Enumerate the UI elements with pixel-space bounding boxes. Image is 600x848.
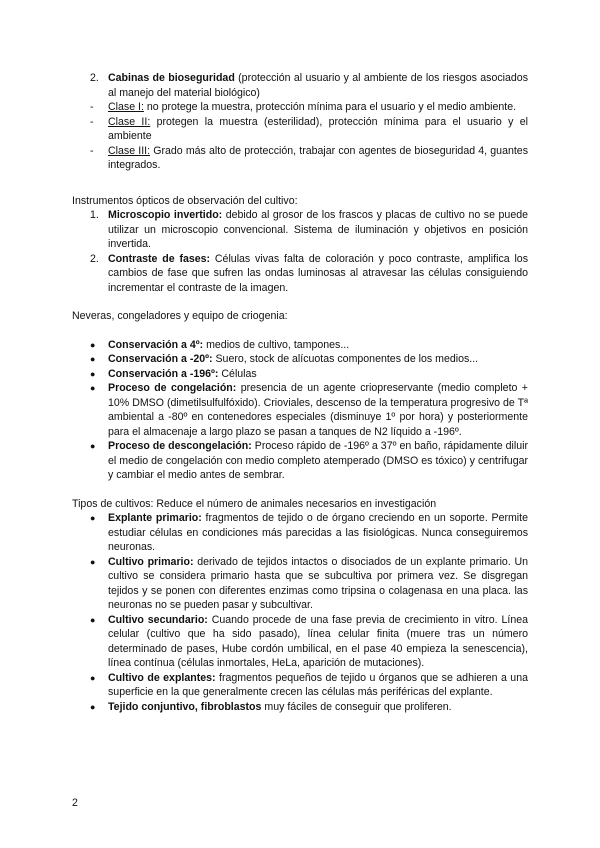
bullet-icon: ● xyxy=(90,383,96,393)
page-content xyxy=(72,71,528,714)
class-text: no protege la muestra, protección mínima para el usuario y el medio ambiente. xyxy=(143,101,517,113)
bullet-icon: ● xyxy=(90,672,96,683)
item-text: fragmentos de tejido o de órgano creciendo en un soporte. Permite estudiar células en condiciones más parecidas a las fisiológicas. Nunca conseguiremos neuronas. xyxy=(108,512,528,553)
item-text: Cuando procede de una fase previa de crecimiento in vitro. Línea celular (cultivo que ha sido pasado), línea celular finita (muere tras un número determinado de pases, Hube cordón umbilical, en el pase 40 empieza la senescencia), línea contínua (células inmortales, HeLa, aparición de mutaciones). xyxy=(108,613,529,669)
item-text: (protección al usuario y al ambiente de los riesgos asociados al manejo del material biológico) xyxy=(108,72,528,99)
item-text: medios de cultivo, tampones... xyxy=(203,338,350,351)
page-number: 2 xyxy=(72,797,78,809)
bullet-item-congelacion xyxy=(72,381,528,439)
bullet-item-4c xyxy=(72,338,528,353)
bullet-item-explante-primario xyxy=(72,511,528,555)
bullet-item-descongelacion xyxy=(72,439,528,483)
spacer xyxy=(72,173,528,187)
bullet-item-cultivo-secundario xyxy=(72,613,528,671)
bullet-icon: ● xyxy=(90,614,96,625)
spacer xyxy=(72,187,528,194)
item-text: fragmentos pequeños de tejido u órganos que se adhieren a una superficie en la que generalmente crecen las células más periféricas del explante. xyxy=(108,671,528,698)
item-term: Microscopio invertido: xyxy=(108,209,223,221)
dash-marker: - xyxy=(90,144,94,157)
bullet-item-cultivo-primario xyxy=(72,555,528,613)
numbered-item-microscopio xyxy=(72,208,528,252)
bullet-icon: ● xyxy=(90,368,96,379)
item-text: Suero, stock de alícuotas componentes de los medios... xyxy=(212,353,479,365)
bullet-item-minus20 xyxy=(72,352,528,367)
item-term: Conservación a -20º: xyxy=(108,353,213,365)
bullet-icon: ● xyxy=(90,354,96,364)
class-text: protegen la muestra (esterilidad), protección mínima para el usuario y el ambiente xyxy=(108,115,529,142)
dash-item-clase-2 xyxy=(72,115,528,144)
item-text: Células vivas falta de coloración y poco contraste, amplifica los cambios de fase que sufren las ondas luminosas al atravesar las células consiguiendo incrementar el contraste de la imagen. xyxy=(108,252,528,294)
item-term: Contraste de fases: xyxy=(108,252,211,265)
bullet-icon: ● xyxy=(90,441,96,451)
bullet-item-tejido-conjuntivo xyxy=(72,700,528,715)
item-text: Proceso rápido de -196º a 37º en baño, rápidamente diluir el medio de congelación con medio completo atemperado (DMSO es tóxico) y centrifugar y cambiar el medio antes de sembrar. xyxy=(108,440,529,481)
dash-marker: - xyxy=(90,101,94,113)
item-text: derivado de tejidos intactos o disociados de un explante primario. Un cultivo se considera primario hasta que se subcultiva por primera vez. Se disgregan tejidos y se ponen con diferentes enzimas como tripsina o colagenasa en una placa. las neuronas no se pueden pasar y subcultivar. xyxy=(108,555,528,611)
item-term: Conservación a -196º: xyxy=(108,367,219,380)
dash-marker: - xyxy=(90,115,94,128)
class-label: Clase I: xyxy=(108,101,144,113)
dash-item-clase-1 xyxy=(72,100,528,115)
bullet-item-cultivo-explantes xyxy=(72,671,528,700)
numbered-item-cabinas xyxy=(72,71,528,100)
item-text: debido al grosor de los frascos y placas de cultivo no se puede utilizar un microscopio convencional. Sistema de iluminación y objetivos en posición invertida. xyxy=(108,209,528,250)
item-text: Células xyxy=(218,367,257,380)
class-text: Grado más alto de protección, trabajar con agentes de bioseguridad 4, guantes integrados. xyxy=(108,144,528,171)
item-text: presencia de un agente criopreservante (medio completo + 10% DMSO (dimetilsulfulfóxido). Crioviales, descenso de la temperatura progresivo de Tª ambiental a -80º en contenedores especiales (disminuye 1º por hora) y posteriormente para el almacenaje a largo plazo se pasan a tanques de N2 líquido a -196º. xyxy=(108,382,528,438)
numbered-item-contraste xyxy=(72,252,528,296)
spacer xyxy=(72,483,528,497)
bullet-item-minus196 xyxy=(72,367,528,382)
item-term: Tejido conjuntivo, fibroblastos xyxy=(108,700,262,713)
item-term: Cultivo primario: xyxy=(108,555,194,568)
item-term: Proceso de descongelación: xyxy=(108,440,252,452)
dash-item-clase-3 xyxy=(72,144,528,173)
item-term: Proceso de congelación: xyxy=(108,382,237,394)
item-term: Conservación a 4º: xyxy=(108,338,204,351)
item-term: Explante primario: xyxy=(108,512,202,524)
item-term: Cultivo de explantes: xyxy=(108,671,216,684)
item-term: Cultivo secundario: xyxy=(108,613,208,626)
bullet-icon: ● xyxy=(90,513,96,523)
item-term: Cabinas de bioseguridad xyxy=(108,72,235,84)
section-heading-optical: Instrumentos ópticos de observación del cultivo: xyxy=(72,194,298,207)
list-number: 2. xyxy=(90,72,99,84)
section-heading-fridges: Neveras, congeladores y equipo de criogenia: xyxy=(72,310,288,322)
section-heading-cultures: Tipos de cultivos: Reduce el número de animales necesarios en investigación xyxy=(72,497,437,510)
list-number: 1. xyxy=(90,209,99,221)
spacer xyxy=(72,295,528,309)
bullet-icon: ● xyxy=(90,556,96,567)
class-label: Clase III: xyxy=(108,144,151,157)
class-label: Clase II: xyxy=(108,115,151,128)
bullet-icon: ● xyxy=(90,339,96,350)
spacer xyxy=(72,324,528,338)
bullet-icon: ● xyxy=(90,701,96,712)
item-text: muy fáciles de conseguir que proliferen. xyxy=(261,700,452,713)
list-number: 2. xyxy=(90,252,99,265)
